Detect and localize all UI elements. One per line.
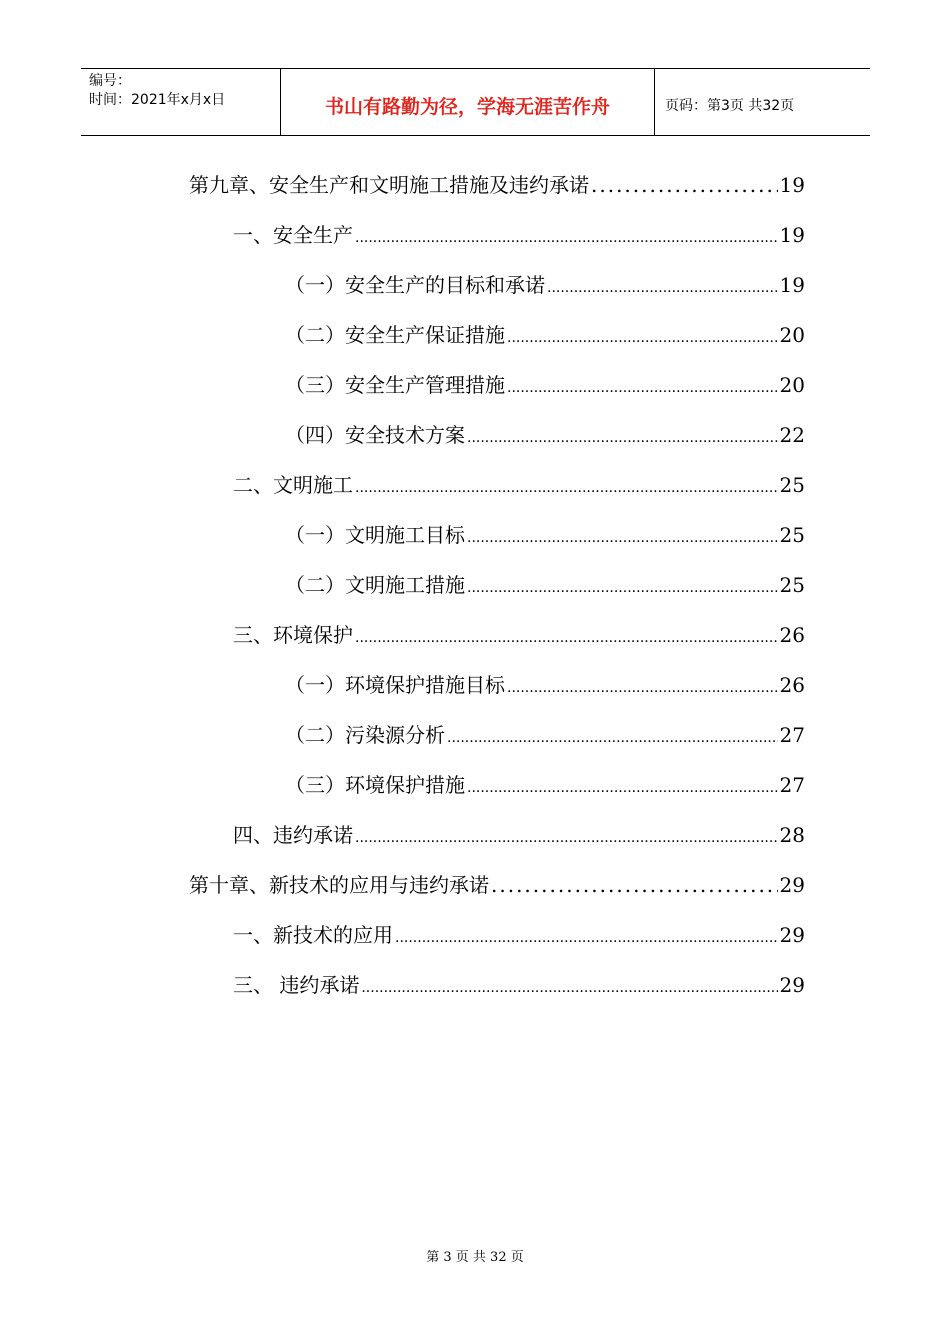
toc-leader-dots <box>547 280 778 296</box>
toc-leader-dots <box>361 980 777 996</box>
toc-entry-title: 一、新技术的应用 <box>233 923 393 947</box>
toc-leader-dots <box>491 873 778 897</box>
toc-entry-title: （三）环境保护措施 <box>285 773 465 797</box>
toc-entry[interactable] <box>233 469 805 499</box>
header-left-cell <box>81 69 281 135</box>
toc-entry-title: 二、文明施工 <box>233 473 353 497</box>
toc-entry-page: 25 <box>779 473 805 497</box>
toc-entry-title: 四、违约承诺 <box>233 823 353 847</box>
toc-leader-dots <box>355 230 778 246</box>
toc-entry[interactable] <box>233 619 805 649</box>
toc-leader-dots <box>355 630 778 646</box>
toc-entry-page: 26 <box>779 623 805 647</box>
toc-entry-page: 29 <box>779 873 805 897</box>
toc-leader-dots <box>447 730 778 746</box>
toc-entry-page: 26 <box>779 673 805 697</box>
toc-entry-title: 第十章、新技术的应用与违约承诺 <box>189 873 489 897</box>
toc-entry-title: （二）文明施工措施 <box>285 573 465 597</box>
toc-leader-dots <box>355 830 778 846</box>
toc-entry[interactable] <box>285 369 805 399</box>
header-page-info: 页码：第3页 共32页 <box>665 98 795 114</box>
toc-entry-title: （一）安全生产的目标和承诺 <box>285 273 545 297</box>
toc-entry-page: 19 <box>779 223 805 247</box>
toc-entry-title: （二）安全生产保证措施 <box>285 323 505 347</box>
toc-entry-page: 27 <box>779 773 805 797</box>
toc-entry[interactable] <box>233 819 805 849</box>
toc-entry[interactable] <box>233 219 805 249</box>
toc-leader-dots <box>507 380 778 396</box>
toc-entry-title: 第九章、安全生产和文明施工措施及违约承诺 <box>189 173 589 197</box>
header-motto: 书山有路勤为径，学海无涯苦作舟 <box>281 69 655 135</box>
toc-leader-dots <box>467 430 778 446</box>
header-table <box>81 68 870 136</box>
toc-entry[interactable] <box>285 569 805 599</box>
page-footer: 第 3 页 共 32 页 <box>426 1250 524 1265</box>
toc-entry-page: 22 <box>779 423 805 447</box>
toc-entry-title: 三、 违约承诺 <box>233 973 360 997</box>
toc-entry-page: 19 <box>779 173 805 197</box>
toc-entry[interactable] <box>285 669 805 699</box>
toc-entry[interactable] <box>285 719 805 749</box>
toc-entry[interactable] <box>233 969 805 999</box>
toc-entry-page: 25 <box>779 523 805 547</box>
toc-entry[interactable] <box>189 169 805 199</box>
toc-entry-page: 28 <box>779 823 805 847</box>
toc-entry-title: （三）安全生产管理措施 <box>285 373 505 397</box>
toc-entry-title: （四）安全技术方案 <box>285 423 465 447</box>
toc-entry-page: 20 <box>779 323 805 347</box>
toc-entry-page: 25 <box>779 573 805 597</box>
toc-entry[interactable] <box>285 519 805 549</box>
toc-entry[interactable] <box>285 419 805 449</box>
toc-entry[interactable] <box>285 319 805 349</box>
toc-entry-title: 三、环境保护 <box>233 623 353 647</box>
document-time-label: 时间：2021年x月x日 <box>89 92 226 108</box>
toc-leader-dots <box>467 780 778 796</box>
toc-leader-dots <box>507 680 778 696</box>
toc-entry-page: 27 <box>779 723 805 747</box>
toc-leader-dots <box>355 480 778 496</box>
toc-entry-title: （二）污染源分析 <box>285 723 445 747</box>
toc-leader-dots <box>467 580 778 596</box>
toc-leader-dots <box>591 173 778 197</box>
toc-leader-dots <box>395 930 778 946</box>
toc-entry[interactable] <box>285 269 805 299</box>
toc-entry[interactable] <box>285 769 805 799</box>
toc-entry-title: 一、安全生产 <box>233 223 353 247</box>
toc-leader-dots <box>467 530 778 546</box>
toc-entry-title: （一）文明施工目标 <box>285 523 465 547</box>
toc-entry[interactable] <box>189 869 805 899</box>
toc-entry-page: 20 <box>779 373 805 397</box>
toc-leader-dots <box>507 330 778 346</box>
toc-entry-title: （一）环境保护措施目标 <box>285 673 505 697</box>
toc-entry[interactable] <box>233 919 805 949</box>
toc-entry-page: 19 <box>779 273 805 297</box>
toc-entry-page: 29 <box>779 923 805 947</box>
document-number-label: 编号： <box>89 73 131 89</box>
toc-entry-page: 29 <box>779 973 805 997</box>
